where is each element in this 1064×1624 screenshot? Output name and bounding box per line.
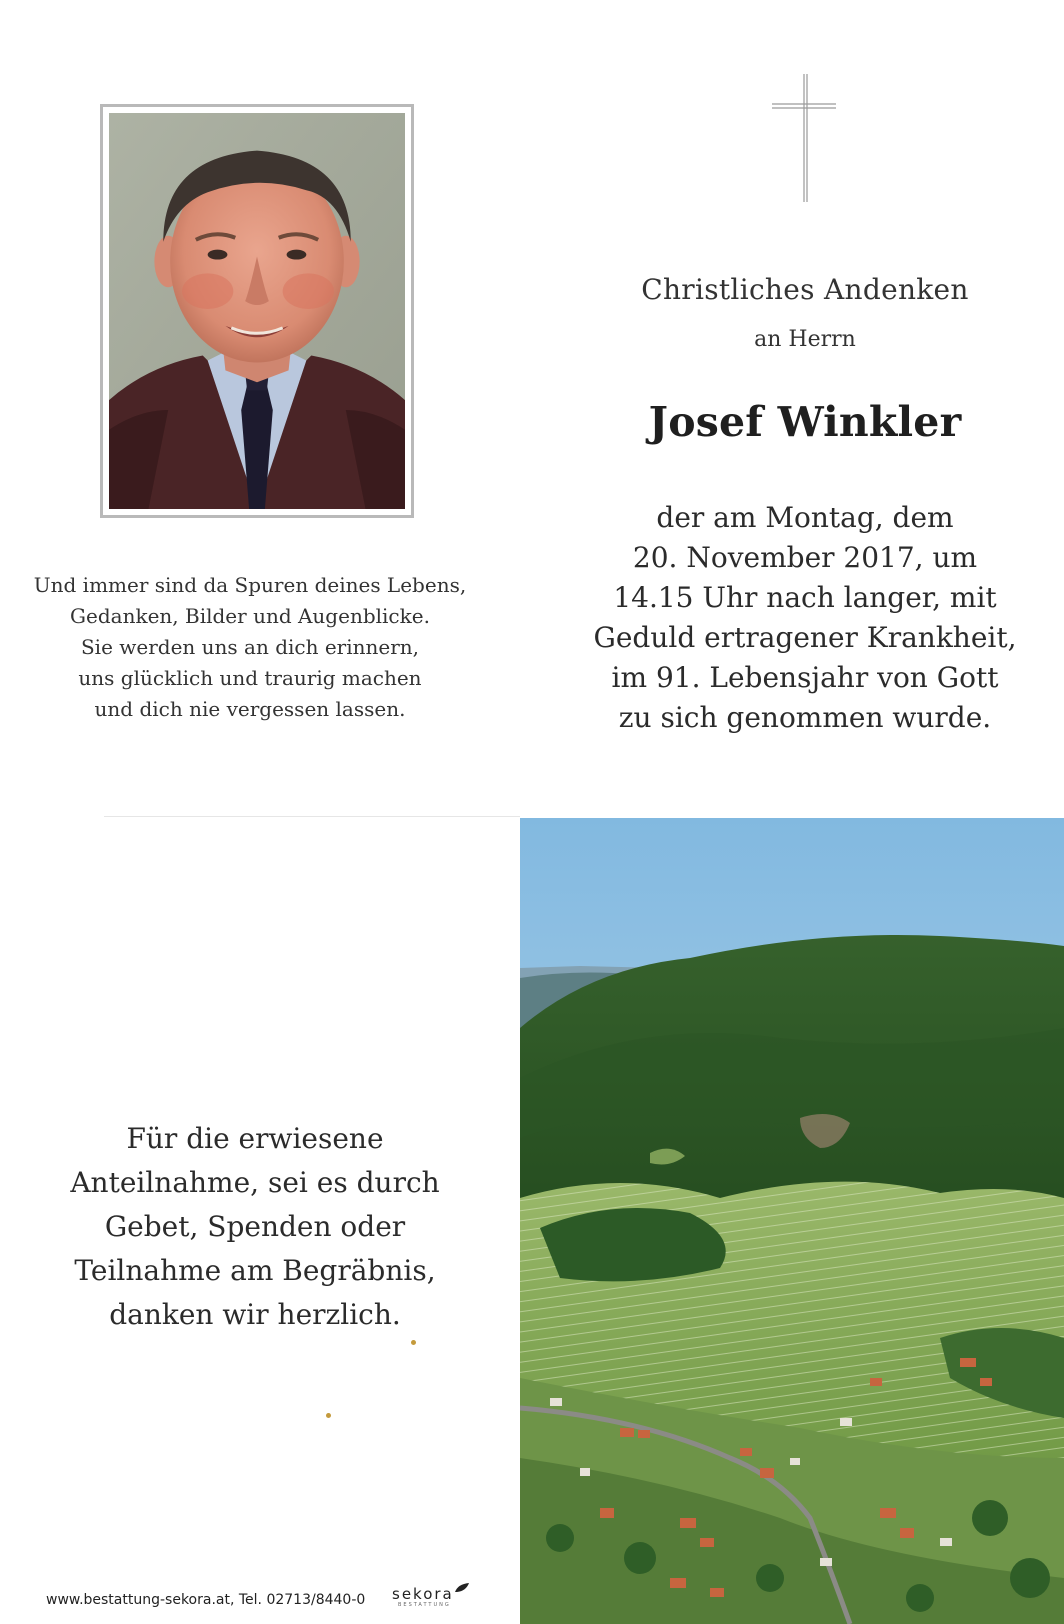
death-notice-line: der am Montag, dem [656,501,954,534]
thanks-line: Gebet, Spenden oder [104,1210,406,1243]
fold-divider [104,816,520,817]
poem-line: Gedanken, Bilder und Augenblicke. [70,604,430,628]
death-notice-line: Geduld ertragener Krankheit, [593,621,1017,654]
poem-line: uns glücklich und traurig machen [78,666,422,690]
leaf-icon [454,1582,470,1594]
portrait-frame [100,104,414,518]
death-notice-line: zu sich genommen wurde. [618,701,992,734]
death-notice-line: 20. November 2017, um [632,541,978,574]
thanks-line: danken wir herzlich. [109,1298,401,1331]
portrait-photo [109,113,405,509]
landscape-photo [520,818,1064,1624]
cross-icon [772,74,836,202]
paper-speck [411,1340,416,1345]
poem-line: Sie werden uns an dich erinnern, [80,635,420,659]
poem-text [20,570,480,725]
thanks-line: Teilnahme am Begräbnis, [74,1254,436,1287]
logo-subtitle: BESTATTUNG [398,1602,451,1608]
thanks-text [40,1117,470,1337]
death-notice [590,498,1020,738]
memorial-heading: Christliches Andenken [641,273,969,306]
contact-footer: www.bestattung-sekora.at, Tel. 02713/8440-0 [46,1592,366,1608]
thanks-line: Für die erwiesene [126,1122,384,1155]
logo-name: sekora [392,1585,454,1603]
deceased-name: Josef Winkler [648,398,962,446]
funeral-home-logo [392,1586,454,1608]
death-notice-line: 14.15 Uhr nach langer, mit [613,581,997,614]
memorial-subheading: an Herrn [754,327,856,352]
paper-speck [326,1413,331,1418]
thanks-line: Anteilnahme, sei es durch [70,1166,440,1199]
poem-line: Und immer sind da Spuren deines Lebens, [33,573,467,597]
death-notice-line: im 91. Lebensjahr von Gott [611,661,999,694]
poem-line: und dich nie vergessen lassen. [94,697,406,721]
